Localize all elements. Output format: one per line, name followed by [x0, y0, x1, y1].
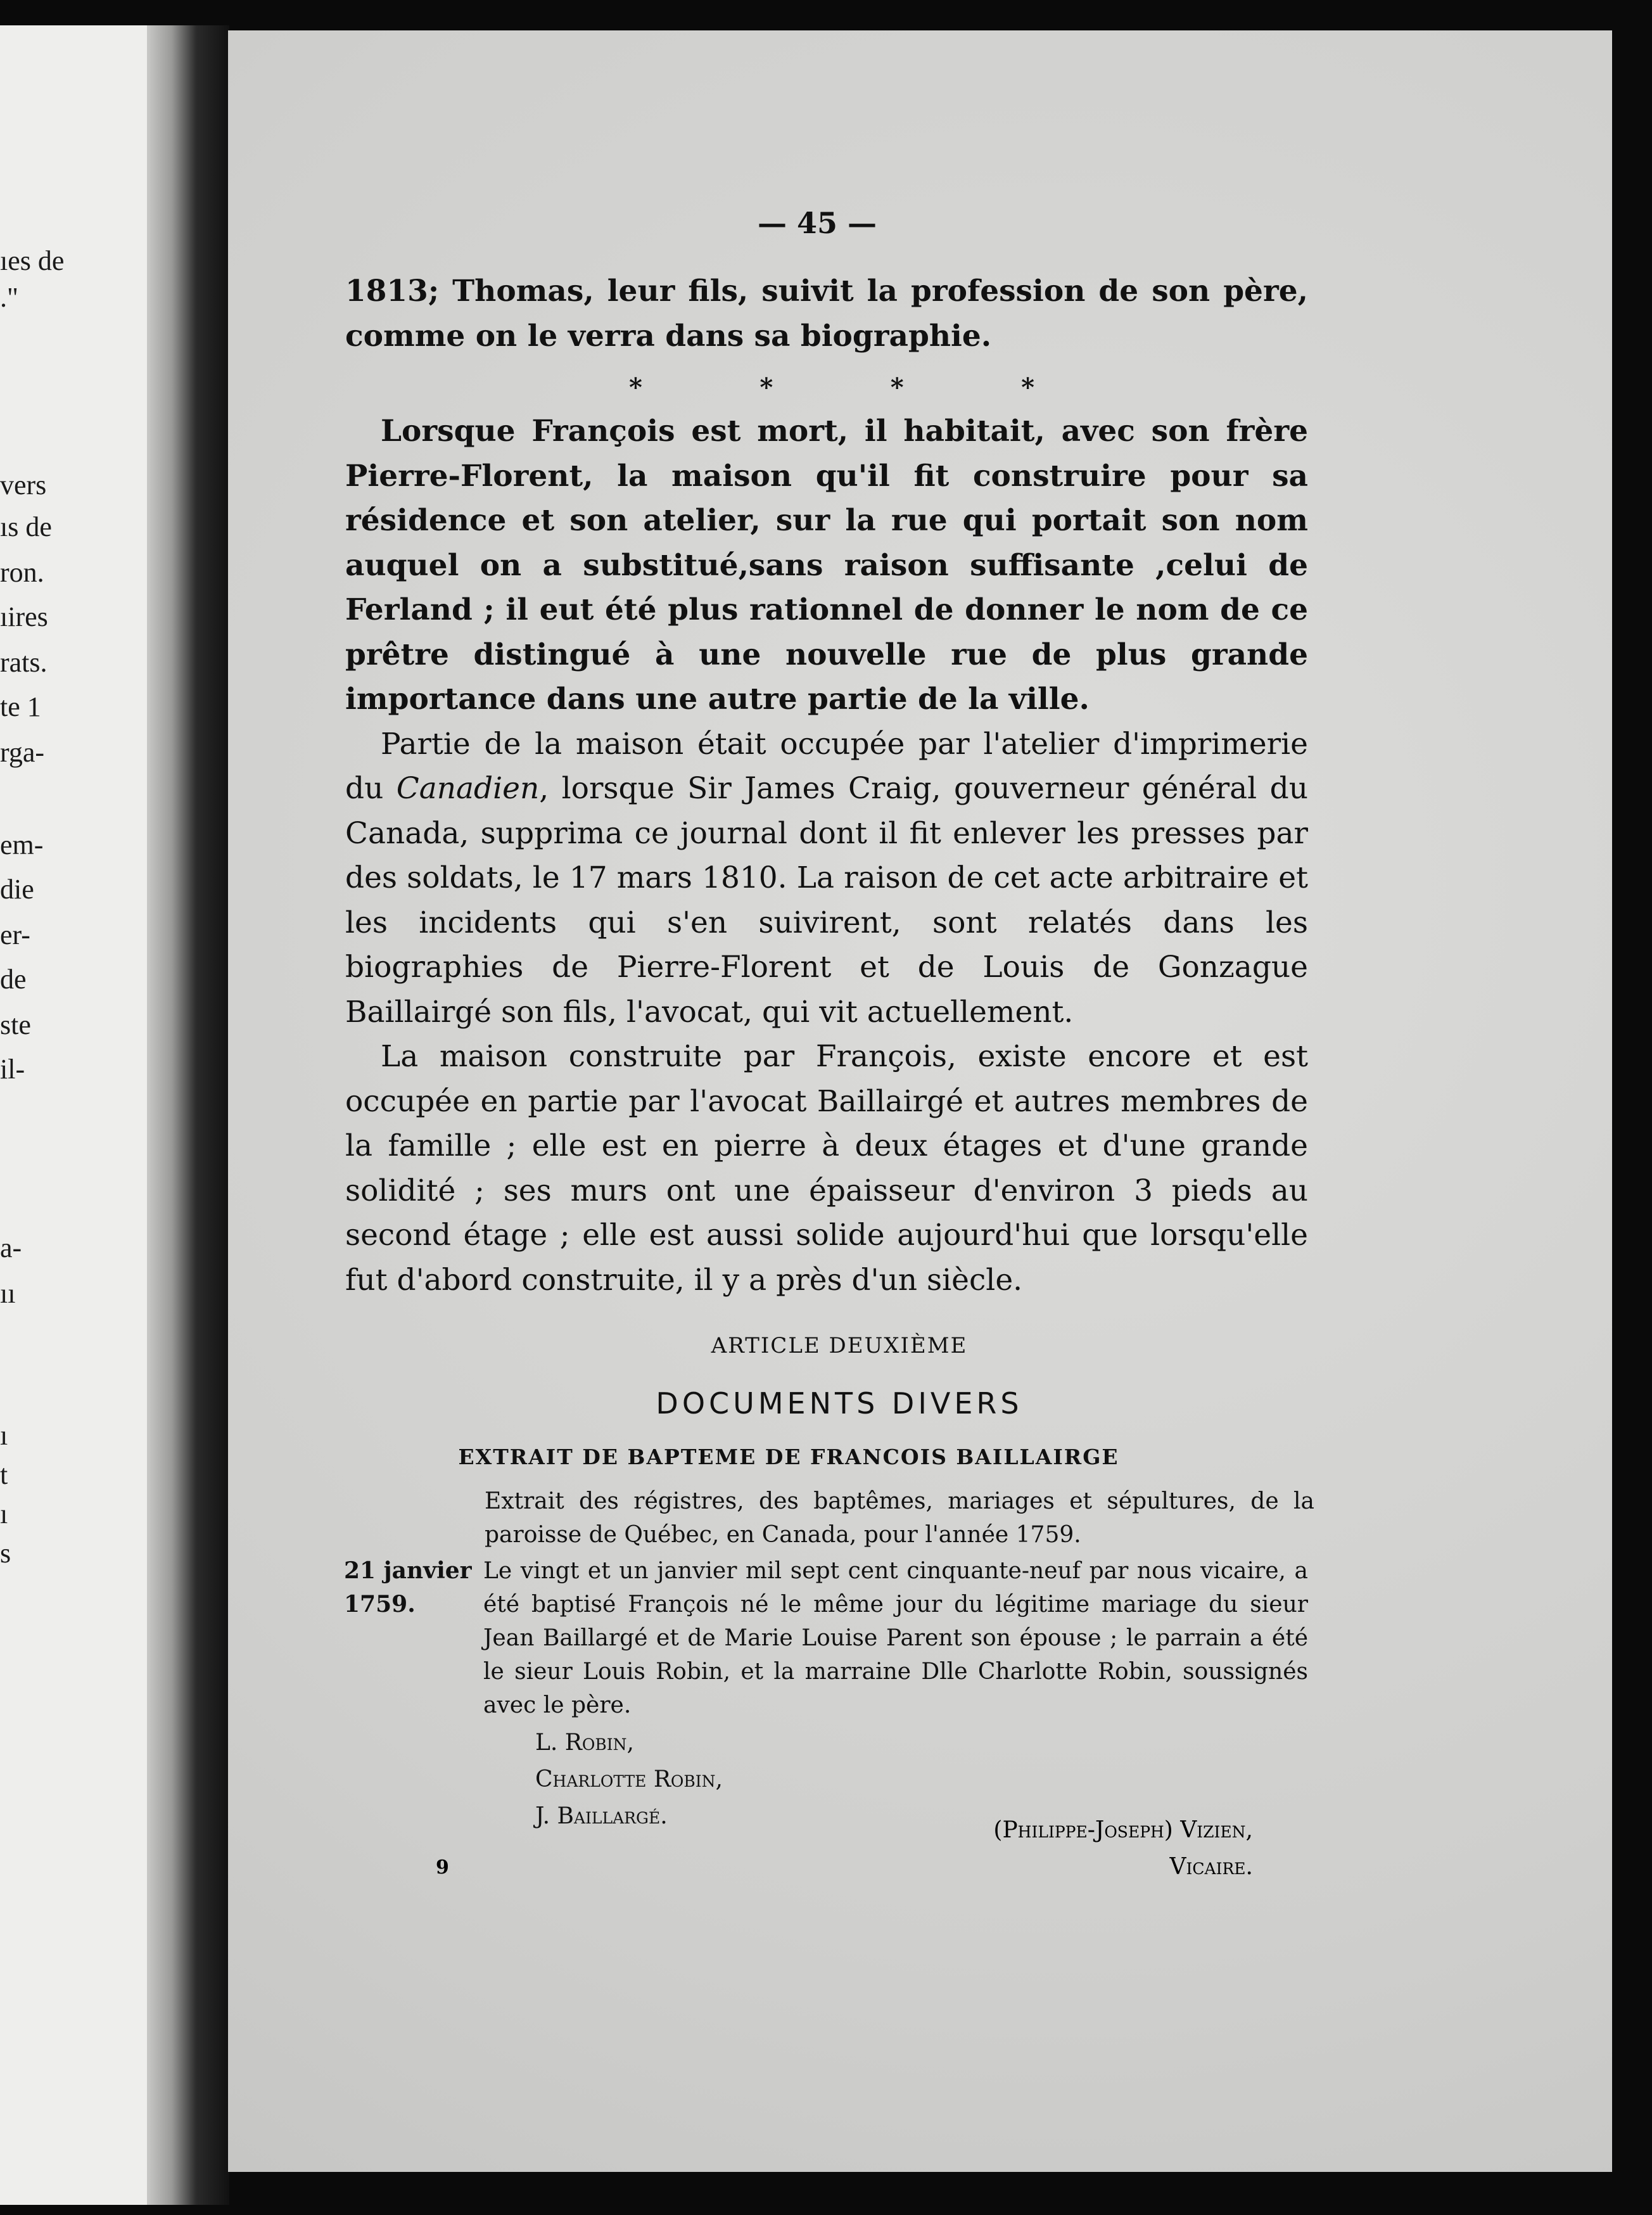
paragraph-text: , lorsque Sir James Craig, gouverneur général du Canada, supprima ce journal dont il fit enlever les presses par des soldats, le 17 mars 1810. La raison de cet acte arbitraire et les incidents qui s'en suivirent, sont relatés dans les biographies de Pierre-Florent et de Louis de Gonzague Baillairgé son fils, l'avocat, qui vit actuellement. [345, 771, 1308, 1030]
left-fragment: rga- [0, 737, 45, 768]
left-fragment: ıs de [0, 511, 52, 542]
year: 1813 [345, 274, 428, 309]
vicar-signature [936, 1812, 1253, 1886]
paragraph-text: ; Thomas, leur fils, suivit la profession de son père, comme on le verra dans sa biographie. [345, 274, 1308, 354]
newspaper-name: Canadien [396, 771, 540, 806]
star-icon: * [1021, 372, 1034, 402]
left-fragment: il- [0, 1054, 25, 1085]
paragraph-text: Partie de la maison était occupée par l'atelier d'imprimerie du [345, 726, 1308, 806]
left-fragment: em- [0, 829, 44, 860]
vicar-name: (Philippe-Joseph) Vizien, [993, 1817, 1253, 1843]
entry-text: Le vingt et un janvier mil sept cent cinquante-neuf par nous vicaire, a été baptisé François né le même jour du légitime mariage du sieur Jean Baillargé et de Marie Louise Parent son épouse ; le parrain a été le sieur Louis Robin, et la marraine Dlle Charlotte Robin, soussignés avec le père. [483, 1558, 1308, 1718]
paragraph-printing [345, 722, 1308, 1035]
left-fragment: s [0, 1538, 11, 1569]
extract-intro: Extrait des régistres, des baptêmes, mariages et sépultures, de la paroisse de Québec, en Canada, pour l'année 1759. [485, 1488, 1314, 1548]
left-fragment: vers [0, 469, 47, 501]
star-icon: * [890, 372, 904, 402]
left-fragment: er- [0, 919, 30, 950]
left-fragment: ıes de [0, 245, 65, 276]
signature: J. Baillargé. [535, 1803, 668, 1829]
entry-date: 21 janvier 1759. [344, 1557, 472, 1618]
left-fragment: ı [0, 1498, 8, 1529]
section-heading: DOCUMENTS DIVERS [656, 1386, 1023, 1420]
left-fragment: rats. [0, 647, 48, 678]
star-icon: * [759, 372, 773, 402]
section-separator [629, 365, 1034, 409]
left-fragment: die [0, 874, 34, 905]
page-content [344, 209, 1314, 1835]
sheet-signature-mark: 9 [436, 1856, 449, 1879]
left-fragment: a- [0, 1232, 22, 1263]
left-fragment: te 1 [0, 691, 41, 722]
signature: Charlotte Robin, [535, 1766, 723, 1792]
left-fragment: ste [0, 1009, 31, 1040]
article-heading: ARTICLE DEUXIÈME [711, 1333, 968, 1358]
vicar-title: Vicaire. [1169, 1854, 1253, 1880]
signature: L. Robin, [535, 1730, 634, 1756]
document-heading: EXTRAIT DE BAPTEME DE FRANCOIS BAILLAIRGE [458, 1445, 1119, 1469]
paragraph-construction: La maison construite par François, existe encore et est occupée en partie par l'avocat Baillairgé et autres membres de la famille ; elle est en pierre à deux étages et d'une grande solidité ; ses murs ont une épaisseur d'environ 3 pieds au second étage ; elle est aussi solide aujourd'hui que lorsqu'elle fut d'abord construite, il y a près d'un siècle. [345, 1039, 1308, 1298]
left-fragment: ıı [0, 1278, 16, 1309]
book-spine [147, 25, 229, 2205]
left-fragment: ıires [0, 601, 48, 632]
paragraph-continuation [345, 269, 1308, 359]
left-fragment: ı [0, 1420, 8, 1451]
left-fragment: ." [0, 282, 18, 313]
left-fragment: t [0, 1459, 8, 1490]
baptism-entry [344, 1554, 1308, 1722]
left-fragment: ron. [0, 557, 44, 588]
paragraph-house: Lorsque François est mort, il habitait, avec son frère Pierre-Florent, la maison qu'il fit construire pour sa résidence et son atelier, sur la rue qui portait son nom auquel on a substitué,sans raison suffisante ,celui de Ferland ; il eut été plus rationnel de donner le nom de ce prêtre distingué à une nouvelle rue de plus grande importance dans une autre partie de la ville. [345, 414, 1308, 717]
page-number: — 45 — [757, 206, 877, 240]
left-fragment: de [0, 964, 27, 995]
star-icon: * [629, 372, 642, 402]
